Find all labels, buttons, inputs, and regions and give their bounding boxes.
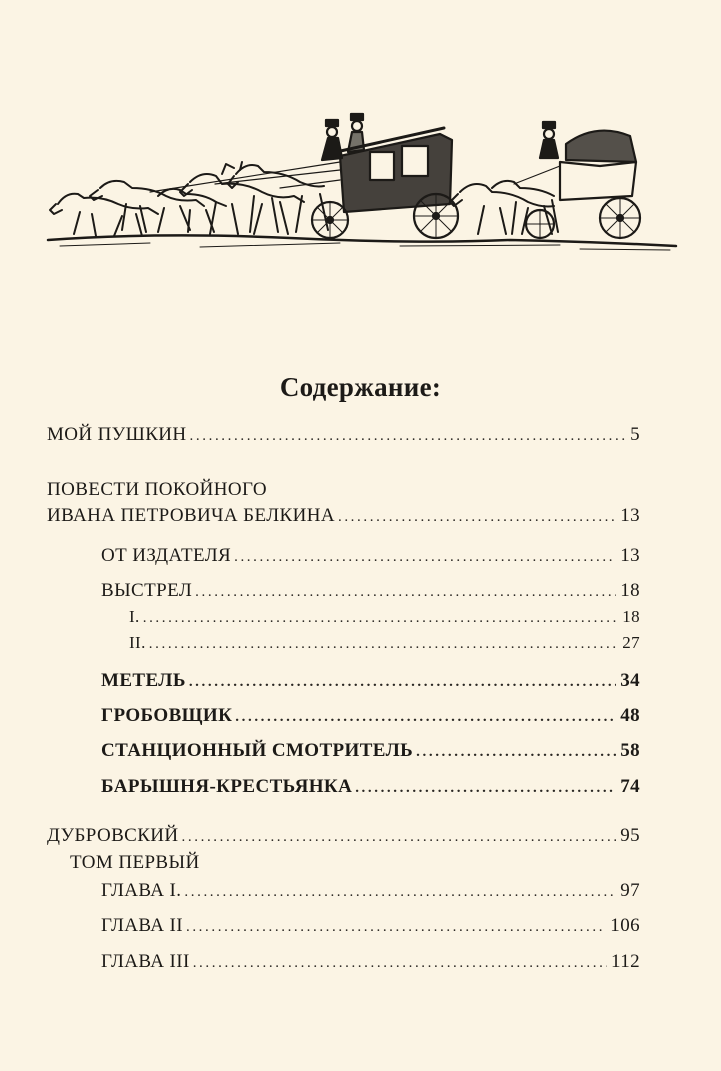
toc-page-number: 13 <box>620 505 640 526</box>
toc-entry-metel[interactable] <box>101 670 640 694</box>
toc-entry-stantsionny-smotritel[interactable] <box>101 740 640 764</box>
horse-carriage-engraving-icon <box>40 100 680 272</box>
toc-section-heading-line1[interactable]: ПОВЕСТИ ПОКОЙНОГО <box>47 479 268 500</box>
toc-entry-label: ГРОБОВЩИК <box>101 705 233 726</box>
toc-entry-vystrel-part-1[interactable] <box>129 607 640 629</box>
toc-entry-glava-3[interactable] <box>101 951 640 975</box>
toc-entry-label: СТАНЦИОННЫЙ СМОТРИТЕЛЬ <box>101 740 414 761</box>
toc-entry-label: ДУБРОВСКИЙ <box>47 825 179 846</box>
toc-entry-povesti-belkina[interactable] <box>47 505 640 529</box>
toc-entry-label: МОЙ ПУШКИН <box>47 424 187 445</box>
toc-page-number: 18 <box>622 607 640 626</box>
toc-page-number: 106 <box>610 915 640 936</box>
leader-dots <box>190 428 627 445</box>
toc-entry-glava-2[interactable] <box>101 915 640 939</box>
toc-entry-label: ВЫСТРЕЛ <box>101 580 193 601</box>
toc-entry-label: БАРЫШНЯ-КРЕСТЬЯНКА <box>101 776 353 797</box>
leader-dots <box>195 584 616 601</box>
toc-page-number: 74 <box>620 776 640 797</box>
toc-page-number: 97 <box>620 880 640 901</box>
leader-dots <box>182 829 617 846</box>
toc-page-number: 27 <box>622 633 640 652</box>
toc-page-number: 48 <box>620 705 640 726</box>
leader-dots <box>234 549 616 566</box>
leader-dots <box>143 610 618 627</box>
toc-entry-vystrel[interactable] <box>101 580 640 604</box>
toc-entry-dubrovsky[interactable] <box>47 825 640 849</box>
toc-entry-moy-pushkin[interactable] <box>47 424 640 448</box>
toc-page-number: 13 <box>620 545 640 566</box>
toc-entry-vystrel-part-2[interactable] <box>129 633 640 655</box>
toc-page-number: 95 <box>620 825 640 846</box>
toc-entry-label: МЕТЕЛЬ <box>101 670 186 691</box>
page-title: Содержание: <box>279 372 442 402</box>
leader-dots <box>235 709 616 726</box>
toc-page-number: 18 <box>620 580 640 601</box>
toc-entry-ot-izdatelya[interactable] <box>101 545 640 569</box>
toc-subheading-tom-perviy[interactable]: ТОМ ПЕРВЫЙ <box>70 852 200 873</box>
leader-dots <box>186 919 606 936</box>
toc-entry-glava-1[interactable] <box>101 880 640 904</box>
leader-dots <box>149 636 618 653</box>
toc-entry-label: ГЛАВА II <box>101 915 183 936</box>
toc-page-number: 112 <box>611 951 640 972</box>
leader-dots <box>416 744 616 761</box>
toc-page-number: 34 <box>620 670 640 691</box>
toc-entry-label: ОТ ИЗДАТЕЛЯ <box>101 545 232 566</box>
leader-dots <box>189 674 616 691</box>
leader-dots <box>338 509 616 526</box>
toc-entry-baryshnya-krestyanka[interactable] <box>101 776 640 800</box>
leader-dots <box>184 884 616 901</box>
toc-entry-label: II. <box>129 633 146 652</box>
leader-dots <box>193 955 607 972</box>
toc-entry-label: ИВАНА ПЕТРОВИЧА БЕЛКИНА <box>47 505 335 526</box>
toc-entry-label: I. <box>129 607 140 626</box>
toc-entry-label: ГЛАВА III <box>101 951 190 972</box>
toc-page-number: 5 <box>630 424 640 445</box>
leader-dots <box>355 780 616 797</box>
toc-entry-grobovshchik[interactable] <box>101 705 640 729</box>
toc-page-number: 58 <box>620 740 640 761</box>
toc-entry-label: ГЛАВА I. <box>101 880 182 901</box>
